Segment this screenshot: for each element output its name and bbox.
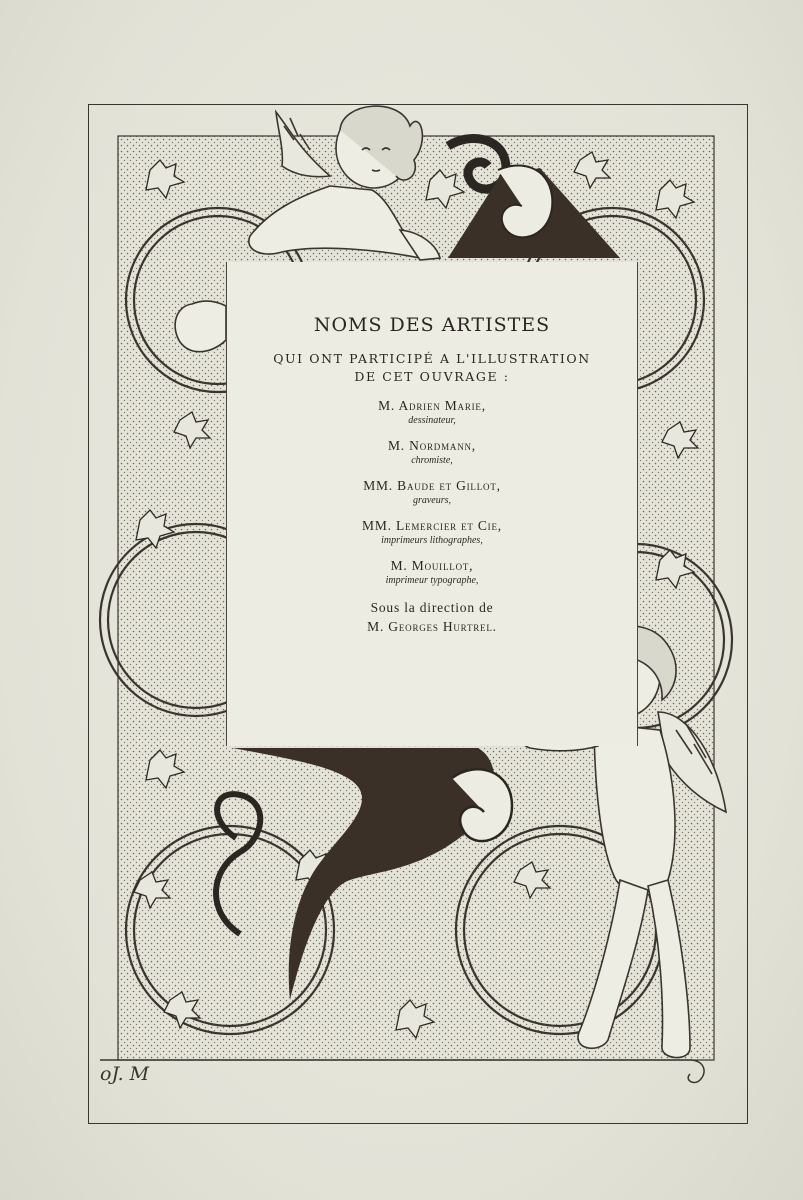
- credit-name: M. Nordmann,: [388, 438, 476, 453]
- credit-role: dessinateur,: [408, 415, 456, 426]
- artist-monogram: oJ. M: [100, 1063, 150, 1085]
- credit-entry: [226, 558, 638, 586]
- direction-label: Sous la direction de: [370, 600, 494, 615]
- credit-name: MM. Baude et Gillot,: [363, 478, 501, 493]
- credit-role: imprimeurs lithographes,: [381, 535, 483, 546]
- left-cherub-hand: [175, 301, 226, 351]
- credit-entry: [226, 478, 638, 506]
- credit-name: MM. Lemercier et Cie,: [362, 518, 502, 533]
- credit-entry: [226, 438, 638, 466]
- credit-name: M. Mouillot,: [390, 558, 474, 573]
- credit-role: chromiste,: [411, 455, 453, 466]
- credit-entry: [226, 518, 638, 546]
- bottom-flourish: [100, 1060, 704, 1082]
- subtitle-line-1: QUI ONT PARTICIPÉ A L'ILLUSTRATION: [273, 351, 591, 366]
- credit-role: imprimeur typographe,: [385, 575, 479, 586]
- credits-block: [226, 262, 638, 636]
- page-title: NOMS DES ARTISTES: [313, 314, 551, 336]
- subtitle-line-2: DE CET OUVRAGE :: [354, 369, 510, 384]
- credit-name: M. Adrien Marie,: [378, 398, 486, 413]
- subtitle: [226, 350, 638, 386]
- credit-role: graveurs,: [412, 495, 452, 506]
- credit-entry: [226, 398, 638, 426]
- direction-credit: [226, 598, 638, 636]
- director-name: M. Georges Hurtrel.: [367, 619, 497, 634]
